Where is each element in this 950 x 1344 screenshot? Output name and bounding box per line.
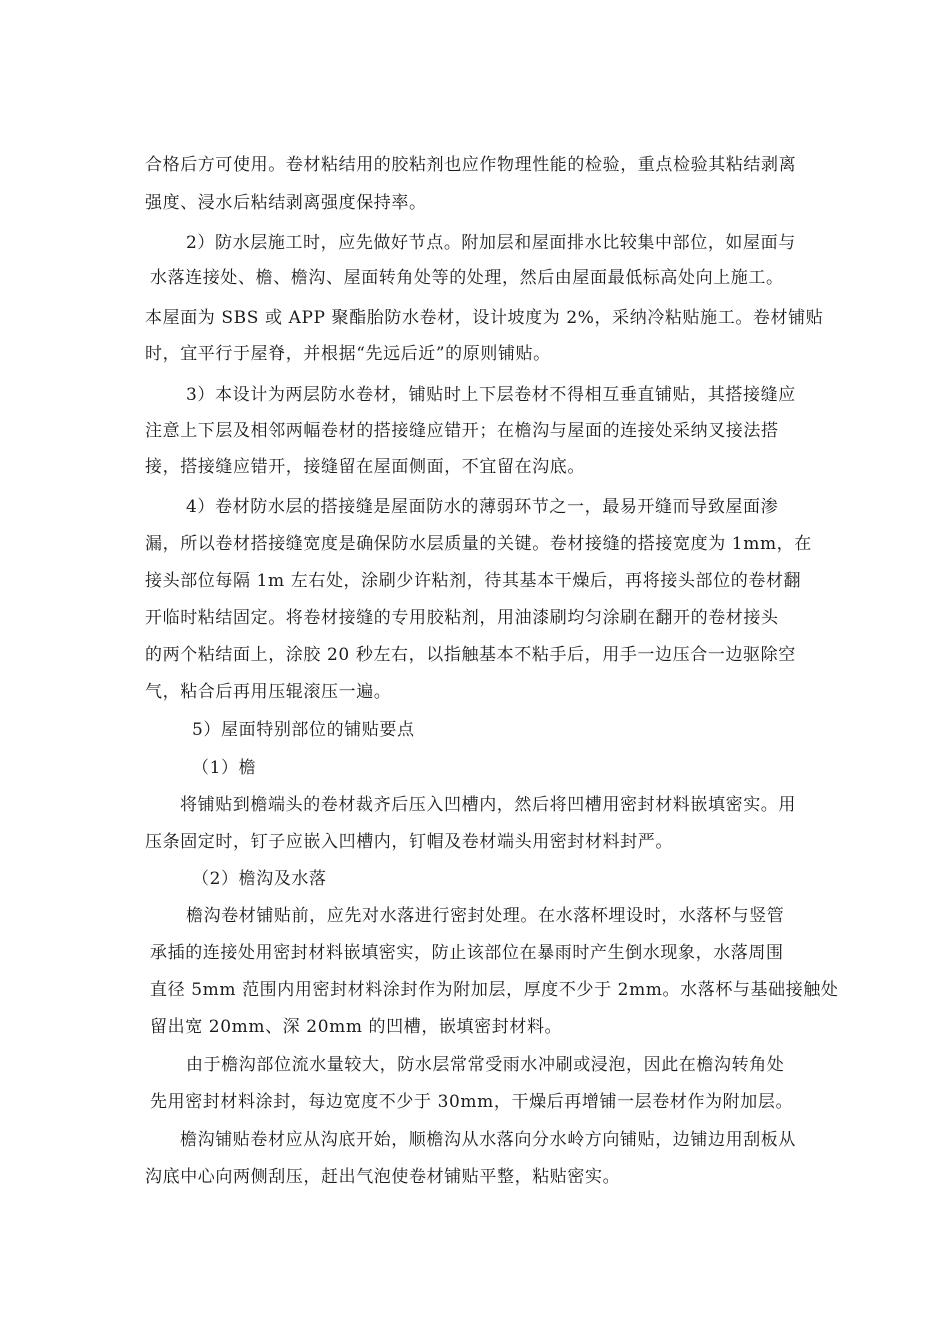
text-line: 直径 5mm 范围内用密封材料涂封作为附加层，厚度不少于 2mm。水落杯与基础接触处 — [150, 980, 839, 1000]
text-line: 檐沟铺贴卷材应从沟底开始，顺檐沟从水落向分水岭方向铺贴，边铺边用刮板从 — [180, 1130, 796, 1150]
text-line: 由于檐沟部位流水量较大，防水层常常受雨水冲刷或浸泡，因此在檐沟转角处 — [186, 1055, 785, 1075]
text-line: 承插的连接处用密封材料嵌填密实，防止该部位在暴雨时产生倒水现象，水落周围 — [150, 943, 784, 963]
text-line: 2）防水层施工时，应先做好节点。附加层和屋面排水比较集中部位，如屋面与 — [186, 233, 796, 253]
text-line: 檐沟卷材铺贴前，应先对水落进行密封处理。在水落杯埋设时，水落杯与竖管 — [186, 906, 785, 926]
text-line: 3）本设计为两层防水卷材，铺贴时上下层卷材不得相互垂直铺贴，其搭接缝应 — [186, 385, 796, 405]
section-heading: 5）屋面特别部位的铺贴要点 — [192, 720, 415, 740]
text-line: 将铺贴到檐端头的卷材裁齐后压入凹槽内，然后将凹槽用密封材料嵌填密实。用 — [180, 795, 796, 815]
text-line: 气，粘合后再用压辊滚压一遍。 — [145, 682, 392, 702]
text-line: 4）卷材防水层的搭接缝是屋面防水的薄弱环节之一，最易开缝而导致屋面渗 — [186, 497, 779, 517]
text-line: 合格后方可使用。卷材粘结用的胶粘剂也应作物理性能的检验，重点检验其粘结剥离 — [145, 155, 797, 175]
text-line: 注意上下层及相邻两幅卷材的搭接缝应错开；在檐沟与屋面的连接处采纳叉接法搭 — [145, 421, 779, 441]
subsection-heading: （2）檐沟及水落 — [192, 869, 327, 889]
text-line: 接，搭接缝应错开，接缝留在屋面侧面，不宜留在沟底。 — [145, 457, 585, 477]
text-line: 漏，所以卷材搭接缝宽度是确保防水层质量的关键。卷材接缝的搭接宽度为 1mm，在 — [145, 534, 812, 554]
text-line: 的两个粘结面上，涂胶 20 秒左右，以指触基本不粘手后，用手一边压合一边驱除空 — [145, 645, 796, 665]
text-line: 时，宜平行于屋脊，并根据“先远后近”的原则铺贴。 — [145, 344, 551, 364]
text-line: 水落连接处、檐、檐沟、屋面转角处等的处理，然后由屋面最低标高处向上施工。 — [150, 268, 784, 288]
text-line: 强度、浸水后粘结剥离强度保持率。 — [145, 193, 427, 213]
text-line: 沟底中心向两侧刮压，赶出气泡使卷材铺贴平整，粘贴密实。 — [145, 1167, 621, 1187]
text-line: 压条固定时，钉子应嵌入凹槽内，钉帽及卷材端头用密封材料封严。 — [145, 832, 673, 852]
text-line: 本屋面为 SBS 或 APP 聚酯胎防水卷材，设计坡度为 2%，采纳冷粘贴施工。卷材铺贴 — [145, 308, 824, 328]
text-line: 开临时粘结固定。将卷材接缝的专用胶粘剂，用油漆刷均匀涂刷在翻开的卷材接头 — [145, 608, 779, 628]
text-line: 接头部位每隔 1m 左右处，涂刷少许粘剂，待其基本干燥后，再将接头部位的卷材翻 — [145, 571, 802, 591]
text-line: 先用密封材料涂封，每边宽度不少于 30mm，干燥后再增铺一层卷材作为附加层。 — [150, 1092, 794, 1112]
text-line: 留出宽 20mm、深 20mm 的凹槽，嵌填密封材料。 — [150, 1017, 563, 1037]
subsection-heading: （1）檐 — [192, 758, 257, 778]
